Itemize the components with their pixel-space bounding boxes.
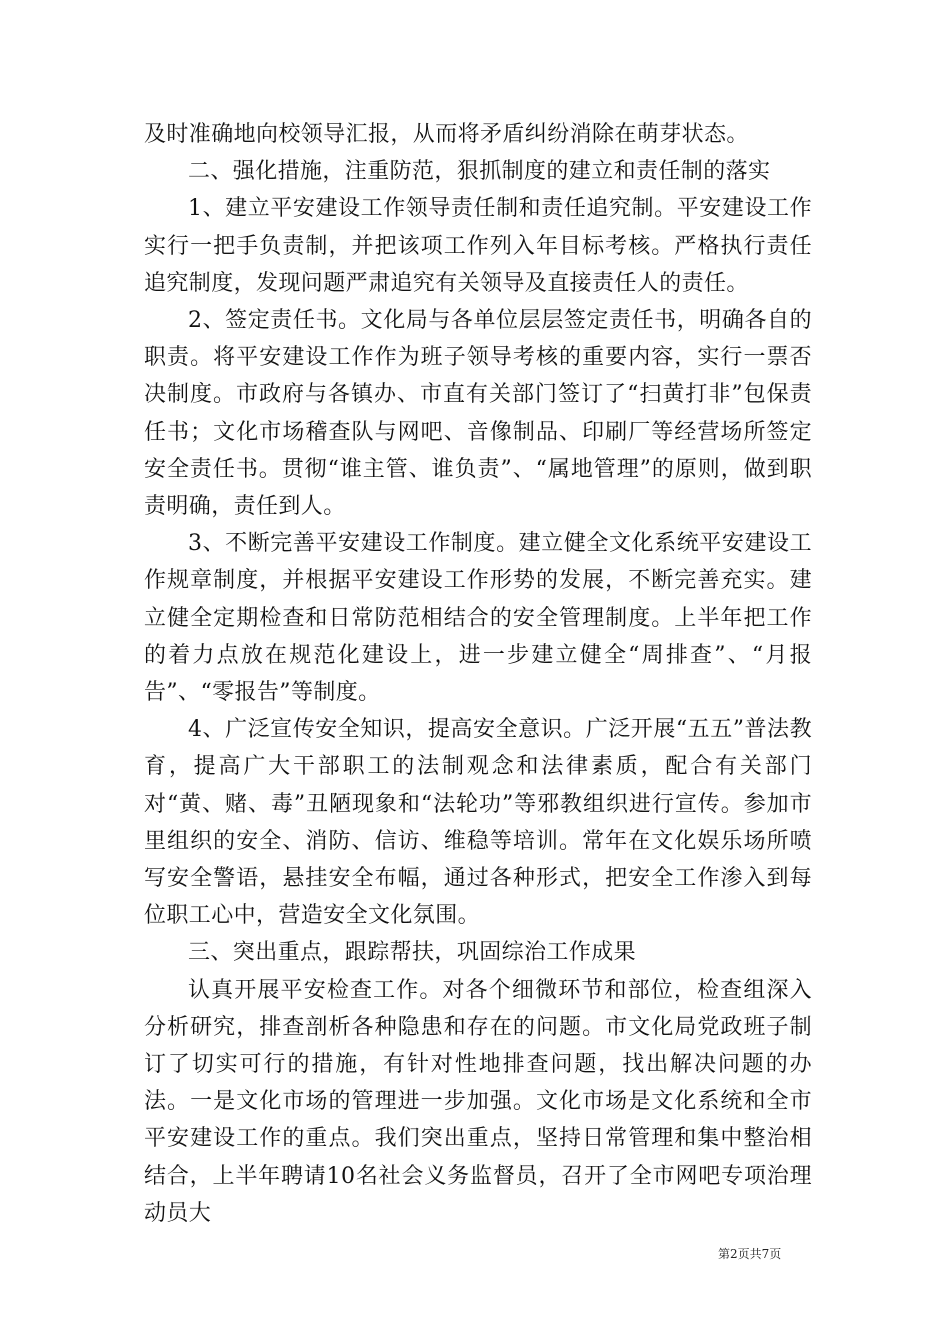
document-body bbox=[144, 116, 812, 1232]
paragraph-item-3: 3、不断完善平安建设工作制度。建立健全文化系统平安建设工作规章制度，并根据平安建设工作形势的发展，不断完善充实。建立健全定期检查和日常防范相结合的安全管理制度。上半年把工作的着力点放在规范化建设上，进一步建立健全“周排查”、“月报告”、“零报告”等制度。 bbox=[144, 531, 812, 706]
paragraph-item-4: 4、广泛宣传安全知识，提高安全意识。广泛开展“五五”普法教育，提高广大干部职工的法制观念和法律素质，配合有关部门对“黄、赌、毒”丑陋现象和“法轮功”等邪教组织进行宣传。参加市里组织的安全、消防、信访、维稳等培训。常年在文化娱乐场所喷写安全警语，悬挂安全布幅，通过各种形式，把安全工作渗入到每位职工心中，营造安全文化氛围。 bbox=[144, 717, 812, 929]
page-number-footer: 第2页共7页 bbox=[718, 1247, 782, 1261]
paragraph-inspection: 认真开展平安检查工作。对各个细微环节和部位，检查组深入分析研究，排查剖析各种隐患和存在的问题。市文化局党政班子制订了切实可行的措施，有针对性地排查问题，找出解决问题的办法。一是文化市场的管理进一步加强。文化市场是文化系统和全市平安建设工作的重点。我们突出重点，坚持日常管理和集中整治相结合，上半年聘请10名社会义务监督员，召开了全市网吧专项治理动员大 bbox=[144, 977, 812, 1226]
paragraph-item-1: 1、建立平安建设工作领导责任制和责任追究制。平安建设工作实行一把手负责制，并把该项工作列入年目标考核。严格执行责任追究制度，发现问题严肃追究有关领导及直接责任人的责任。 bbox=[144, 196, 812, 296]
paragraph-item-2: 2、签定责任书。文化局与各单位层层签定责任书，明确各自的职责。将平安建设工作作为班子领导考核的重要内容，实行一票否决制度。市政府与各镇办、市直有关部门签订了“扫黄打非”包保责任书；文化市场稽查队与网吧、音像制品、印刷厂等经营场所签定安全责任书。贯彻“谁主管、谁负责”、“属地管理”的原则，做到职责明确，责任到人。 bbox=[144, 308, 812, 520]
section-heading-3: 三、突出重点，跟踪帮扶，巩固综治工作成果 bbox=[188, 940, 637, 966]
section-heading-2: 二、强化措施，注重防范，狠抓制度的建立和责任制的落实 bbox=[188, 159, 771, 185]
paragraph-continuation: 及时准确地向校领导汇报，从而将矛盾纠纷消除在萌芽状态。 bbox=[144, 122, 749, 147]
